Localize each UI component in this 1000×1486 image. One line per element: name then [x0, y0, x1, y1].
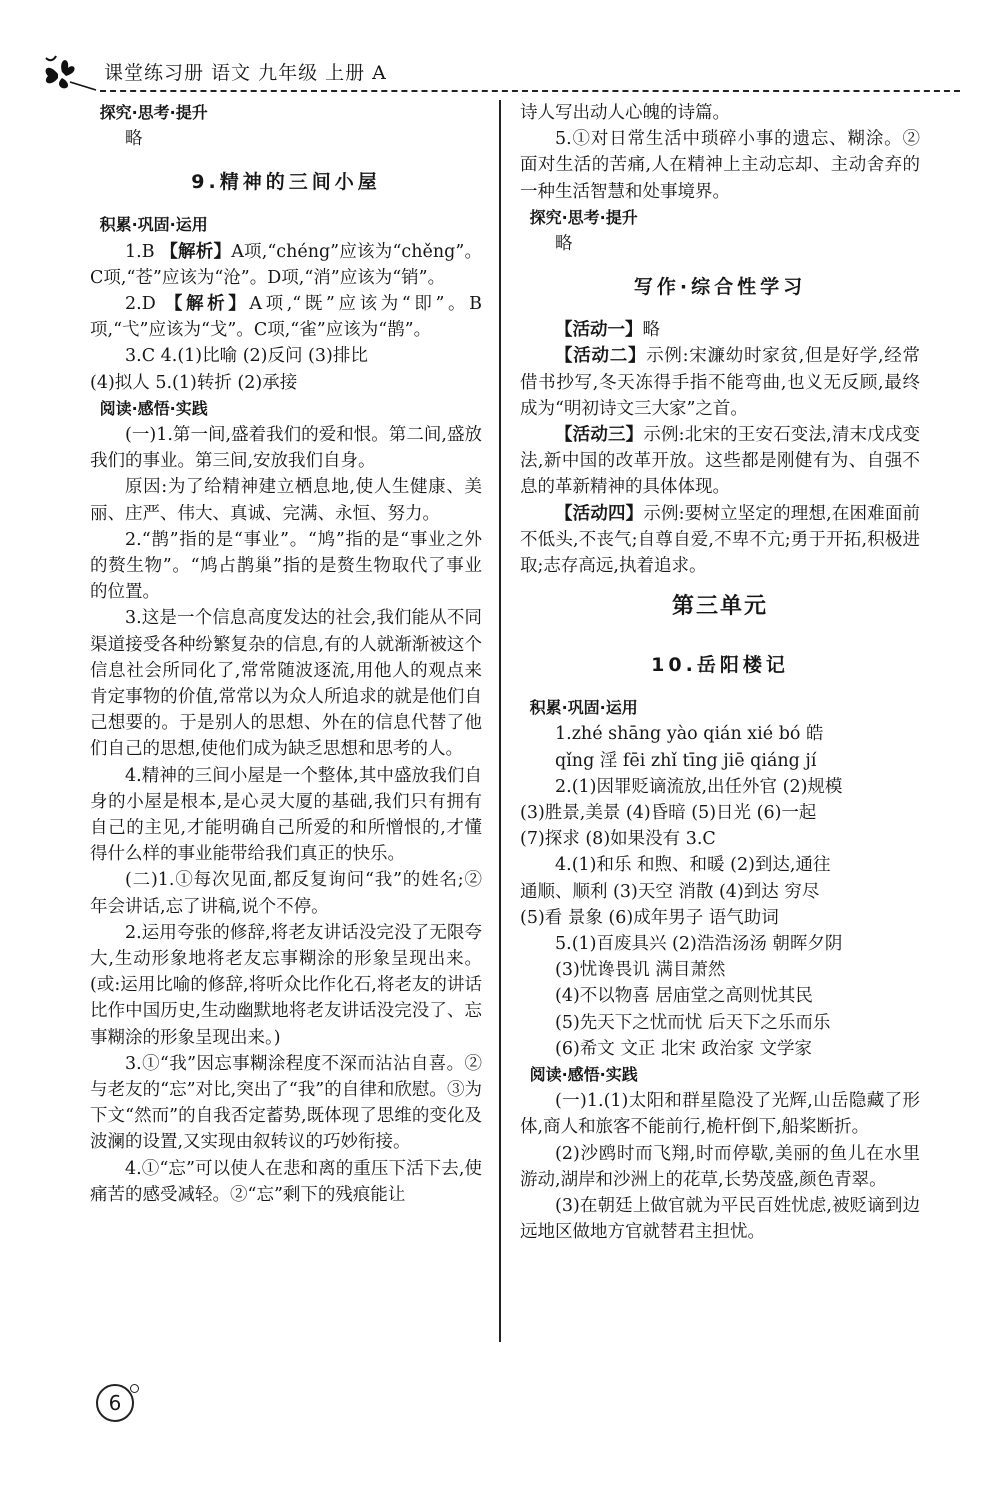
answer-paragraph: 诗人写出动人心魄的诗篇。 [520, 103, 730, 123]
clover-leaves-icon [40, 52, 98, 92]
unit-title: 第三单元 [671, 594, 768, 620]
answer-number: 2.D [125, 293, 165, 314]
activity-tag: 【活动三】 [555, 425, 644, 446]
answer-item: (4)拟人 5.(1)转折 (2)承接 [90, 372, 298, 393]
answer-line: 2.(1)因罪贬谪流放,出任外官 (2)规模 [555, 776, 843, 797]
page-number-dot [130, 1384, 139, 1393]
lesson-title: 10.岳阳楼记 [651, 654, 789, 677]
answer-text: A项,“既”应该为“即”。B项,“弋”应该为“戈”。C项,“雀”应该为“鹊”。 [90, 293, 482, 341]
answer-paragraph: (2)沙鸥时而飞翔,时而停歇,美丽的鱼儿在水里游动,湖岸和沙洲上的花草,长势茂盛,颜色青翠。 [520, 1143, 920, 1190]
answer-paragraph: (一)1.第一间,盛着我们的爱和恨。第二间,盛放我们的事业。第三间,安放我们自身。 [90, 424, 482, 472]
header-title: 课堂练习册 语文 九年级 上册 A [104, 62, 387, 84]
section-heading: 阅读·感悟·实践 [529, 1065, 638, 1085]
answer-line: (3)胜景,美景 (4)昏暗 (5)日光 (6)一起 [520, 803, 817, 824]
answer-line: (3)忧谗畏讥 满目萧然 [555, 960, 726, 981]
answer-line: 1.zhé shāng yào qián xié bó 皓 [555, 724, 824, 745]
activity-tag: 【活动四】 [555, 503, 644, 524]
section-heading: 阅读·感悟·实践 [99, 398, 208, 418]
answer-item [90, 239, 482, 291]
analysis-tag: 【解析】 [164, 293, 250, 314]
answer-paragraph: 2.运用夸张的修辞,将老友讲话没完没了无限夸大,生动形象地将老友忘事糊涂的形象呈现出来。(或:运用比喻的修辞,将听众比作化石,将老友的讲话比作中国历史,生动幽默地将老友讲话没完没了、忘事糊涂的形象呈现出来。) [90, 922, 482, 1048]
answer-paragraph: 4.①“忘”可以使人在悲和离的重压下活下去,使痛苦的感受减轻。②“忘”剩下的残痕能让 [90, 1158, 482, 1205]
activity-text: 示例:要树立坚定的理想,在困难面前不低头,不丧气;自尊自爱,不卑不亢;勇于开拓,积极进取;志存高远,执着追求。 [520, 503, 920, 577]
section-heading: 探究·思考·提升 [529, 207, 638, 227]
activity-item [520, 317, 920, 343]
activity-text: 示例:北宋的王安石变法,清末戊戌变法,新中国的改革开放。这些都是刚健有为、自强不息的革新精神的具体体现。 [520, 425, 920, 498]
column-divider [499, 100, 501, 1342]
answer-number: 1.B [125, 241, 161, 262]
left-column [90, 100, 482, 1208]
answer-line: 5.(1)百废具兴 (2)浩浩汤汤 朝晖夕阴 [555, 934, 843, 955]
answer-item: 3.C 4.(1)比喻 (2)反问 (3)排比 [125, 346, 368, 367]
answer-paragraph: 3.①“我”因忘事糊涂程度不深而沾沾自喜。②与老友的“忘”对比,突出了“我”的自律和欣慰。③为下文“然而”的自我否定蓄势,既体现了思维的变化及波澜的设置,又实现由叙转议的巧妙衔接。 [90, 1053, 482, 1153]
answer-text: 略 [125, 129, 143, 150]
section-heading: 积累·巩固·运用 [529, 698, 638, 718]
page-number-circle: 6 [96, 1384, 134, 1422]
answer-item [90, 291, 482, 343]
page-header [40, 52, 960, 92]
answer-paragraph: 原因:为了给精神建立栖息地,使人生健康、美丽、庄严、伟大、真诚、完满、永恒、努力。 [90, 477, 482, 524]
answer-paragraph: 4.精神的三间小屋是一个整体,其中盛放我们自身的小屋是根本,是心灵大厦的基础,我们只有拥有自己的主见,才能明确自己所爱的和所憎恨的,才懂得什么样的事业能带给我们真正的快乐。 [90, 765, 482, 865]
answer-line: (5)先天下之忧而忧 后天下之乐而乐 [555, 1012, 831, 1033]
answer-paragraph: (二)1.①每次见面,都反复询问“我”的姓名;②年会讲话,忘了讲稿,说个不停。 [90, 870, 482, 917]
activity-item [520, 501, 920, 580]
page-number [96, 1384, 136, 1424]
activity-item [520, 422, 920, 501]
lesson-title: 9.精神的三间小屋 [191, 171, 381, 194]
answer-line: 4.(1)和乐 和煦、和暖 (2)到达,通往 [555, 855, 831, 876]
answer-paragraph: (3)在朝廷上做官就为平民百姓忧虑,被贬谪到边远地区做地方官就替君主担忧。 [520, 1196, 920, 1243]
right-column [520, 100, 920, 1245]
activity-tag: 【活动一】 [555, 320, 643, 341]
answer-line: (6)希文 文正 北宋 政治家 文学家 [555, 1038, 813, 1059]
answer-line: 通顺、顺利 (3)天空 消散 (4)到达 穷尽 [520, 881, 820, 902]
answer-line: (4)不以物喜 居庙堂之高则忧其民 [555, 986, 813, 1007]
answer-line: (5)看 景象 (6)成年男子 语气助词 [520, 907, 779, 928]
answer-paragraph: 2.“鹊”指的是“事业”。“鸠”指的是“事业之外的赘生物”。“鸠占鹊巢”指的是赘生物取代了事业的位置。 [90, 529, 482, 603]
lesson-title: 写作·综合性学习 [633, 276, 807, 299]
answer-line: (7)探求 (8)如果没有 3.C [520, 829, 716, 850]
answer-paragraph: 5.①对日常生活中琐碎小事的遗忘、糊涂。②面对生活的苦痛,人在精神上主动忘却、主动舍弃的一种生活智慧和处事境界。 [520, 129, 920, 202]
analysis-tag: 【解析】 [160, 241, 232, 262]
section-heading: 探究·思考·提升 [99, 103, 208, 122]
activity-text: 示例:宋濂幼时家贫,但是好学,经常借书抄写,冬天冻得手指不能弯曲,也义无反顾,最终成为“明初诗文三大家”之首。 [520, 346, 920, 419]
section-heading: 积累·巩固·运用 [99, 215, 208, 235]
answer-paragraph: 3.这是一个信息高度发达的社会,我们能从不同渠道接受各种纷繁复杂的信息,有的人就渐渐被这个信息社会所同化了,常常随波逐流,用他人的观点来肯定事物的价值,常常以为众人所追求的就是他们自己想要的。于是别人的思想、外在的信息代替了他们自己的思想,使他们成为缺乏思想和思考的人。 [90, 608, 482, 760]
activity-text: 略 [642, 320, 660, 341]
activity-tag: 【活动二】 [555, 346, 647, 367]
answer-paragraph: (一)1.(1)太阳和群星隐没了光辉,山岳隐藏了形体,商人和旅客不能前行,桅杆倒下,船桨断折。 [520, 1091, 920, 1138]
answer-line: qǐng 淫 fēi zhǐ tīng jiē qiáng jí [555, 750, 817, 771]
activity-item [520, 343, 920, 422]
answer-text: A项,“chéng”应该为“chěng”。C项,“苍”应该为“沧”。D项,“消”应该为“销”。 [90, 241, 482, 288]
header-dashed-rule [100, 90, 960, 92]
answer-text: 略 [555, 234, 573, 254]
